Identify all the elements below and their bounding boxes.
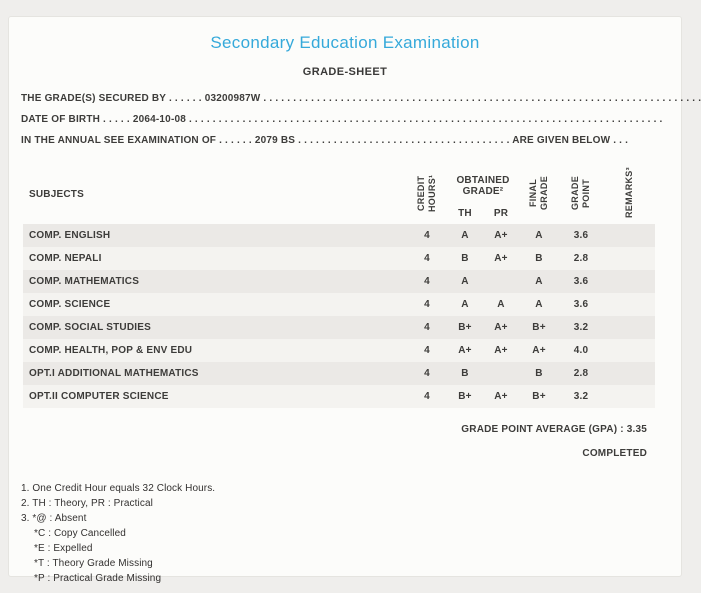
dots: . . . . . . (216, 135, 255, 146)
footnotes (21, 481, 673, 586)
table-row (23, 270, 655, 293)
table-row (23, 362, 655, 385)
gpa-value: 3.35 (626, 424, 647, 435)
grade-point-cell: 3.6 (559, 270, 603, 293)
final-grade-cell: A+ (519, 339, 559, 362)
subject-cell: COMP. ENGLISH (23, 224, 407, 247)
pr-grade-cell (483, 362, 519, 385)
symbol-number-value: 03200987W (204, 93, 261, 104)
remarks-cell (603, 293, 655, 316)
header-practical: PR (493, 208, 509, 220)
th-grade-cell: A (447, 224, 483, 247)
subject-cell: COMP. MATHEMATICS (23, 270, 407, 293)
table-row (23, 339, 655, 362)
dots: . . . . . (100, 114, 133, 125)
credit-cell: 4 (407, 247, 447, 270)
grade-point-cell: 4.0 (559, 339, 603, 362)
table-row (23, 385, 655, 408)
info-line-secured-by (21, 88, 701, 109)
th-grade-cell: A+ (447, 339, 483, 362)
header-final-grade: FINAL GRADE (528, 176, 550, 211)
grades-table-body (23, 224, 655, 408)
remarks-cell (603, 270, 655, 293)
grade-sheet-card (8, 16, 701, 584)
final-grade-cell: A (519, 293, 559, 316)
final-grade-cell: A (519, 224, 559, 247)
grade-sheet-subtitle: GRADE-SHEET (302, 66, 388, 78)
credit-cell: 4 (407, 270, 447, 293)
grade-point-cell: 3.2 (559, 385, 603, 408)
gpa-label: GRADE POINT AVERAGE (GPA) : (461, 424, 624, 435)
dots: . . . . . . . . . . . . . . . . . . . . . . . . . . . . . . . . . . . . . . . . . . . . . . . . . . . . . . . . . . . . . . . . . . . . . . . . . . (260, 93, 701, 104)
final-grade-cell: B (519, 362, 559, 385)
table-row (23, 224, 655, 247)
remarks-cell (603, 316, 655, 339)
pr-grade-cell: A (483, 293, 519, 316)
th-grade-cell: A (447, 293, 483, 316)
grades-table (23, 165, 655, 408)
remarks-cell (603, 224, 655, 247)
th-grade-cell: B (447, 362, 483, 385)
grade-point-cell: 3.6 (559, 293, 603, 316)
header-obtained-grade: OBTAINED GRADE² (456, 175, 510, 198)
final-grade-cell: B+ (519, 385, 559, 408)
th-grade-cell: B+ (447, 385, 483, 408)
grade-point-cell: 2.8 (559, 247, 603, 270)
info-line-dob (21, 109, 661, 130)
subject-cell: COMP. NEPALI (23, 247, 407, 270)
subject-cell: OPT.I ADDITIONAL MATHEMATICS (23, 362, 407, 385)
th-grade-cell: A (447, 270, 483, 293)
note-practical-grade-missing: *P : Practical Grade Missing (34, 573, 162, 584)
info-lines (17, 88, 701, 151)
credit-cell: 4 (407, 224, 447, 247)
subject-cell: COMP. SOCIAL STUDIES (23, 316, 407, 339)
exam-label: IN THE ANNUAL SEE EXAMINATION OF (21, 135, 217, 146)
pr-grade-cell (483, 270, 519, 293)
header-subjects: SUBJECTS (29, 189, 84, 200)
status-badge: COMPLETED (582, 448, 647, 459)
dots: . . . . . . . . . . . . . . . . . . . . . . . . . . . . . . . . . . . . (295, 135, 513, 146)
final-grade-cell: B (519, 247, 559, 270)
note-th-pr: 2. TH : Theory, PR : Practical (21, 498, 153, 509)
credit-cell: 4 (407, 362, 447, 385)
subject-cell: COMP. SCIENCE (23, 293, 407, 316)
exam-year-value: 2079 BS (254, 135, 296, 146)
secured-by-label: THE GRADE(S) SECURED BY (21, 93, 166, 104)
credit-cell: 4 (407, 385, 447, 408)
grades-table-header (23, 165, 655, 224)
header-credit-hours: CREDIT HOURS¹ (416, 174, 437, 212)
credit-cell: 4 (407, 339, 447, 362)
note-theory-grade-missing: *T : Theory Grade Missing (34, 558, 153, 569)
dob-value: 2064-10-08 (132, 114, 186, 125)
th-grade-cell: B (447, 247, 483, 270)
summary (17, 424, 673, 459)
grade-point-cell: 3.2 (559, 316, 603, 339)
pr-grade-cell: A+ (483, 316, 519, 339)
subject-cell: OPT.II COMPUTER SCIENCE (23, 385, 407, 408)
header-theory: TH (458, 208, 472, 220)
dots: . . . . . . . . . . . . . . . . . . . . . . . . . . . . . . . . . . . . . . . . . . . . . . . . . . . . . . . . . . . . . . . . . . . . . . . . . . . . . . . . (186, 114, 663, 125)
pr-grade-cell: A+ (483, 385, 519, 408)
note-expelled: *E : Expelled (34, 543, 93, 554)
grade-point-cell: 3.6 (559, 224, 603, 247)
remarks-cell (603, 247, 655, 270)
gpa-line (17, 424, 673, 435)
final-grade-cell: A (519, 270, 559, 293)
table-row (23, 293, 655, 316)
table-row (23, 316, 655, 339)
remarks-cell (603, 385, 655, 408)
dots: . . . . . . (166, 93, 205, 104)
remarks-cell (603, 362, 655, 385)
exam-suffix: ARE GIVEN BELOW . . . (512, 135, 629, 146)
header-grade-point: GRADE POINT (570, 176, 592, 211)
th-grade-cell: B+ (447, 316, 483, 339)
pr-grade-cell: A+ (483, 224, 519, 247)
credit-cell: 4 (407, 293, 447, 316)
note-credit-hours: 1. One Credit Hour equals 32 Clock Hours. (21, 483, 216, 494)
note-absent: 3. *@ : Absent (21, 513, 87, 524)
subject-cell: COMP. HEALTH, POP & ENV EDU (23, 339, 407, 362)
remarks-cell (603, 339, 655, 362)
note-copy-cancelled: *C : Copy Cancelled (34, 528, 126, 539)
table-row (23, 247, 655, 270)
final-grade-cell: B+ (519, 316, 559, 339)
credit-cell: 4 (407, 316, 447, 339)
page-title: Secondary Education Examination (210, 33, 480, 52)
pr-grade-cell: A+ (483, 247, 519, 270)
header-remarks: REMARKS³ (623, 167, 634, 219)
dob-label: DATE OF BIRTH (21, 114, 101, 125)
grade-point-cell: 2.8 (559, 362, 603, 385)
info-line-examination (21, 130, 661, 151)
pr-grade-cell: A+ (483, 339, 519, 362)
